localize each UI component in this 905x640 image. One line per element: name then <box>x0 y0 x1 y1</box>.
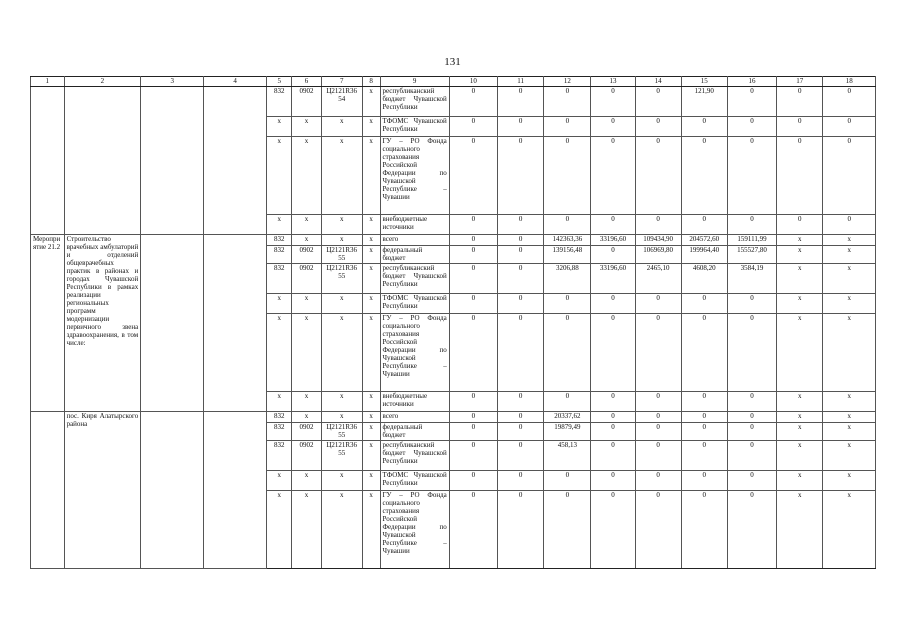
value-cell: x <box>777 235 823 246</box>
value-cell: 0 <box>635 215 681 235</box>
value-cell: x <box>823 235 876 246</box>
value-cell: 139156,48 <box>544 246 591 264</box>
value-cell: Ц2121R36 55 <box>321 264 362 294</box>
header-cell: 14 <box>635 77 681 87</box>
value-cell: 832 <box>267 235 292 246</box>
value-cell: 0 <box>449 441 497 471</box>
value-cell: x <box>823 314 876 392</box>
header-cell: 11 <box>498 77 544 87</box>
value-cell: 0 <box>777 87 823 117</box>
event-name-cell <box>64 87 141 235</box>
header-cell: 12 <box>544 77 591 87</box>
header-cell: 13 <box>591 77 635 87</box>
value-cell: 0902 <box>292 423 321 441</box>
value-cell: x <box>823 491 876 569</box>
value-cell: x <box>823 471 876 491</box>
value-cell: 0 <box>449 264 497 294</box>
value-cell: 3206,88 <box>544 264 591 294</box>
funding-source-cell: ГУ – РО Фонда социального страхования Российской Федерации по Чувашской Республике – Чувашии <box>380 137 449 215</box>
value-cell: 0 <box>449 392 497 412</box>
value-cell: 0 <box>635 137 681 215</box>
event-code-cell <box>31 412 65 569</box>
value-cell: 0 <box>591 294 635 314</box>
funding-source-cell: республиканский бюджет Чувашской Республики <box>380 87 449 117</box>
value-cell: 0 <box>727 117 776 137</box>
funding-source-cell: республиканский бюджет Чувашской Республики <box>380 264 449 294</box>
value-cell: 0 <box>498 294 544 314</box>
value-cell: x <box>823 441 876 471</box>
funding-source-cell: внебюджетные источники <box>380 215 449 235</box>
header-row <box>31 77 876 87</box>
value-cell: 0 <box>449 412 497 423</box>
value-cell: 832 <box>267 423 292 441</box>
header-cell: 17 <box>777 77 823 87</box>
value-cell: 0 <box>635 491 681 569</box>
value-cell: 0 <box>498 412 544 423</box>
value-cell: x <box>362 117 380 137</box>
empty-cell <box>141 412 204 569</box>
funding-source-cell: внебюджетные источники <box>380 392 449 412</box>
value-cell: 0 <box>635 441 681 471</box>
value-cell: 0 <box>681 392 727 412</box>
value-cell: 0 <box>727 441 776 471</box>
value-cell: 0 <box>498 137 544 215</box>
funding-source-cell: ТФОМС Чувашской Республики <box>380 294 449 314</box>
value-cell: x <box>292 491 321 569</box>
budget-table <box>30 76 876 569</box>
value-cell: 0 <box>727 423 776 441</box>
value-cell: x <box>267 137 292 215</box>
value-cell: 0 <box>544 314 591 392</box>
header-cell: 8 <box>362 77 380 87</box>
value-cell: x <box>823 423 876 441</box>
value-cell: 2465,10 <box>635 264 681 294</box>
empty-cell <box>204 412 267 569</box>
value-cell: 0 <box>591 246 635 264</box>
value-cell: x <box>362 471 380 491</box>
header-cell: 10 <box>449 77 497 87</box>
value-cell: x <box>321 235 362 246</box>
value-cell: x <box>362 294 380 314</box>
value-cell: x <box>362 137 380 215</box>
value-cell: Ц2121R36 54 <box>321 87 362 117</box>
value-cell: 0 <box>498 235 544 246</box>
value-cell: 0 <box>823 87 876 117</box>
value-cell: 0 <box>449 215 497 235</box>
value-cell: x <box>321 392 362 412</box>
value-cell: x <box>362 87 380 117</box>
value-cell: 0 <box>777 215 823 235</box>
value-cell: 0 <box>544 87 591 117</box>
value-cell: 0 <box>544 117 591 137</box>
value-cell: 0 <box>727 314 776 392</box>
value-cell: 0 <box>635 314 681 392</box>
value-cell: x <box>292 215 321 235</box>
value-cell: 0 <box>727 471 776 491</box>
value-cell: 0 <box>727 412 776 423</box>
value-cell: 0 <box>544 215 591 235</box>
value-cell: 0 <box>498 314 544 392</box>
funding-source-cell: ТФОМС Чувашской Республики <box>380 117 449 137</box>
value-cell: 0 <box>727 294 776 314</box>
value-cell: 0902 <box>292 264 321 294</box>
value-cell: 106969,80 <box>635 246 681 264</box>
value-cell: 0 <box>449 294 497 314</box>
value-cell: x <box>267 491 292 569</box>
value-cell: 0 <box>449 235 497 246</box>
value-cell: x <box>777 392 823 412</box>
funding-source-cell: всего <box>380 235 449 246</box>
value-cell: Ц2121R36 55 <box>321 423 362 441</box>
funding-source-cell: всего <box>380 412 449 423</box>
value-cell: 109434,90 <box>635 235 681 246</box>
value-cell: 0 <box>591 314 635 392</box>
value-cell: 33196,60 <box>591 235 635 246</box>
value-cell: x <box>292 137 321 215</box>
value-cell: x <box>321 215 362 235</box>
value-cell: 0 <box>591 117 635 137</box>
header-cell: 6 <box>292 77 321 87</box>
value-cell: 0 <box>449 423 497 441</box>
value-cell: 0 <box>681 137 727 215</box>
header-cell: 1 <box>31 77 65 87</box>
value-cell: 0902 <box>292 441 321 471</box>
value-cell: 832 <box>267 441 292 471</box>
value-cell: 0 <box>635 87 681 117</box>
value-cell: 0 <box>449 491 497 569</box>
value-cell: x <box>292 412 321 423</box>
value-cell: 0 <box>727 491 776 569</box>
value-cell: x <box>362 215 380 235</box>
value-cell: 0 <box>635 392 681 412</box>
value-cell: 0 <box>449 246 497 264</box>
value-cell: 0 <box>498 87 544 117</box>
value-cell: x <box>777 246 823 264</box>
value-cell: 0 <box>823 137 876 215</box>
value-cell: x <box>777 491 823 569</box>
value-cell: 832 <box>267 246 292 264</box>
table-row <box>31 87 876 117</box>
funding-source-cell: федеральный бюджет <box>380 423 449 441</box>
value-cell: 0 <box>681 294 727 314</box>
table-row <box>31 235 876 246</box>
value-cell: x <box>362 246 380 264</box>
value-cell: 0 <box>823 117 876 137</box>
value-cell: 19879,49 <box>544 423 591 441</box>
value-cell: 0 <box>591 137 635 215</box>
value-cell: 832 <box>267 264 292 294</box>
value-cell: 458,13 <box>544 441 591 471</box>
value-cell: 204572,60 <box>681 235 727 246</box>
value-cell: x <box>267 314 292 392</box>
empty-cell <box>204 87 267 235</box>
header-cell: 18 <box>823 77 876 87</box>
value-cell: 0 <box>498 491 544 569</box>
value-cell: 832 <box>267 412 292 423</box>
value-cell: x <box>777 441 823 471</box>
value-cell: 20337,62 <box>544 412 591 423</box>
value-cell: x <box>267 215 292 235</box>
value-cell: x <box>321 471 362 491</box>
page-number: 131 <box>444 56 461 68</box>
value-cell: 0 <box>591 423 635 441</box>
value-cell: x <box>362 412 380 423</box>
value-cell: 0 <box>544 294 591 314</box>
value-cell: x <box>823 412 876 423</box>
value-cell: Ц2121R36 55 <box>321 441 362 471</box>
table-row <box>31 412 876 423</box>
value-cell: x <box>321 137 362 215</box>
value-cell: x <box>267 294 292 314</box>
value-cell: x <box>267 471 292 491</box>
value-cell: 0 <box>635 471 681 491</box>
value-cell: 0 <box>635 423 681 441</box>
value-cell: 0902 <box>292 246 321 264</box>
value-cell: 3584,19 <box>727 264 776 294</box>
value-cell: 0 <box>498 246 544 264</box>
value-cell: 0 <box>727 215 776 235</box>
value-cell: 0 <box>498 423 544 441</box>
value-cell: 0 <box>498 471 544 491</box>
value-cell: 0 <box>498 215 544 235</box>
header-cell: 9 <box>380 77 449 87</box>
value-cell: 0 <box>727 87 776 117</box>
value-cell: 0 <box>727 137 776 215</box>
value-cell: 0 <box>498 117 544 137</box>
value-cell: 0 <box>681 441 727 471</box>
value-cell: x <box>321 117 362 137</box>
value-cell: x <box>777 471 823 491</box>
funding-source-cell: республиканский бюджет Чувашской Республики <box>380 441 449 471</box>
value-cell: x <box>777 294 823 314</box>
value-cell: 142363,36 <box>544 235 591 246</box>
value-cell: x <box>777 412 823 423</box>
value-cell: x <box>292 392 321 412</box>
value-cell: 0 <box>681 491 727 569</box>
header-cell: 15 <box>681 77 727 87</box>
value-cell: 155527,80 <box>727 246 776 264</box>
value-cell: 4608,20 <box>681 264 727 294</box>
header-cell: 3 <box>141 77 204 87</box>
value-cell: x <box>292 314 321 392</box>
value-cell: Ц2121R36 55 <box>321 246 362 264</box>
funding-source-cell: федеральный бюджет <box>380 246 449 264</box>
value-cell: 0 <box>591 471 635 491</box>
value-cell: 0 <box>498 392 544 412</box>
value-cell: 0 <box>591 215 635 235</box>
funding-source-cell: ГУ – РО Фонда социального страхования Российской Федерации по Чувашской Республике – Чувашии <box>380 491 449 569</box>
value-cell: 33196,60 <box>591 264 635 294</box>
value-cell: x <box>321 314 362 392</box>
value-cell: 0 <box>681 471 727 491</box>
event-name-cell: Строительство врачебных амбулаторий и отделений общеврачебных практик в районах и городах Чувашской Республики в рамках реализации региональных программ модернизации первичного звена здравоохранения, в том числе: <box>64 235 141 412</box>
value-cell: x <box>777 314 823 392</box>
value-cell: 0 <box>777 117 823 137</box>
value-cell: 199964,40 <box>681 246 727 264</box>
value-cell: 0 <box>544 137 591 215</box>
value-cell: x <box>362 235 380 246</box>
value-cell: x <box>362 441 380 471</box>
value-cell: x <box>321 491 362 569</box>
value-cell: 0 <box>823 215 876 235</box>
funding-source-cell: ТФОМС Чувашской Республики <box>380 471 449 491</box>
value-cell: 832 <box>267 87 292 117</box>
value-cell: 0902 <box>292 87 321 117</box>
header-cell: 4 <box>204 77 267 87</box>
value-cell: x <box>267 392 292 412</box>
value-cell: 0 <box>498 264 544 294</box>
value-cell: 0 <box>681 117 727 137</box>
value-cell: 0 <box>777 137 823 215</box>
value-cell: x <box>823 392 876 412</box>
value-cell: x <box>292 235 321 246</box>
value-cell: 0 <box>727 392 776 412</box>
empty-cell <box>141 235 204 412</box>
value-cell: 159111,99 <box>727 235 776 246</box>
event-name-cell: пос. Киря Алатырского района <box>64 412 141 569</box>
value-cell: x <box>362 423 380 441</box>
value-cell: x <box>321 294 362 314</box>
value-cell: x <box>321 412 362 423</box>
value-cell: 0 <box>544 392 591 412</box>
value-cell: 0 <box>591 392 635 412</box>
value-cell: 0 <box>591 412 635 423</box>
header-cell: 16 <box>727 77 776 87</box>
value-cell: 0 <box>449 314 497 392</box>
value-cell: x <box>777 264 823 294</box>
value-cell: 0 <box>681 423 727 441</box>
value-cell: x <box>292 117 321 137</box>
value-cell: 0 <box>681 314 727 392</box>
value-cell: x <box>362 264 380 294</box>
value-cell: 0 <box>449 87 497 117</box>
value-cell: 0 <box>591 87 635 117</box>
header-cell: 2 <box>64 77 141 87</box>
value-cell: 0 <box>591 491 635 569</box>
value-cell: 0 <box>635 294 681 314</box>
value-cell: x <box>362 392 380 412</box>
value-cell: 0 <box>449 471 497 491</box>
header-cell: 7 <box>321 77 362 87</box>
value-cell: 0 <box>544 471 591 491</box>
event-code-cell: Мероприятие 21.2 <box>31 235 65 412</box>
value-cell: 121,90 <box>681 87 727 117</box>
value-cell: x <box>823 264 876 294</box>
value-cell: x <box>362 491 380 569</box>
value-cell: 0 <box>449 137 497 215</box>
header-cell: 5 <box>267 77 292 87</box>
value-cell: 0 <box>681 215 727 235</box>
value-cell: x <box>292 294 321 314</box>
empty-cell <box>141 87 204 235</box>
value-cell: 0 <box>681 412 727 423</box>
value-cell: 0 <box>591 441 635 471</box>
value-cell: 0 <box>449 117 497 137</box>
empty-cell <box>204 235 267 412</box>
value-cell: 0 <box>544 491 591 569</box>
event-code-cell <box>31 87 65 235</box>
value-cell: x <box>777 423 823 441</box>
funding-source-cell: ГУ – РО Фонда социального страхования Российской Федерации по Чувашской Республике – Чувашии <box>380 314 449 392</box>
value-cell: x <box>267 117 292 137</box>
value-cell: 0 <box>635 117 681 137</box>
value-cell: 0 <box>635 412 681 423</box>
value-cell: x <box>823 246 876 264</box>
value-cell: 0 <box>498 441 544 471</box>
value-cell: x <box>292 471 321 491</box>
value-cell: x <box>823 294 876 314</box>
value-cell: x <box>362 314 380 392</box>
